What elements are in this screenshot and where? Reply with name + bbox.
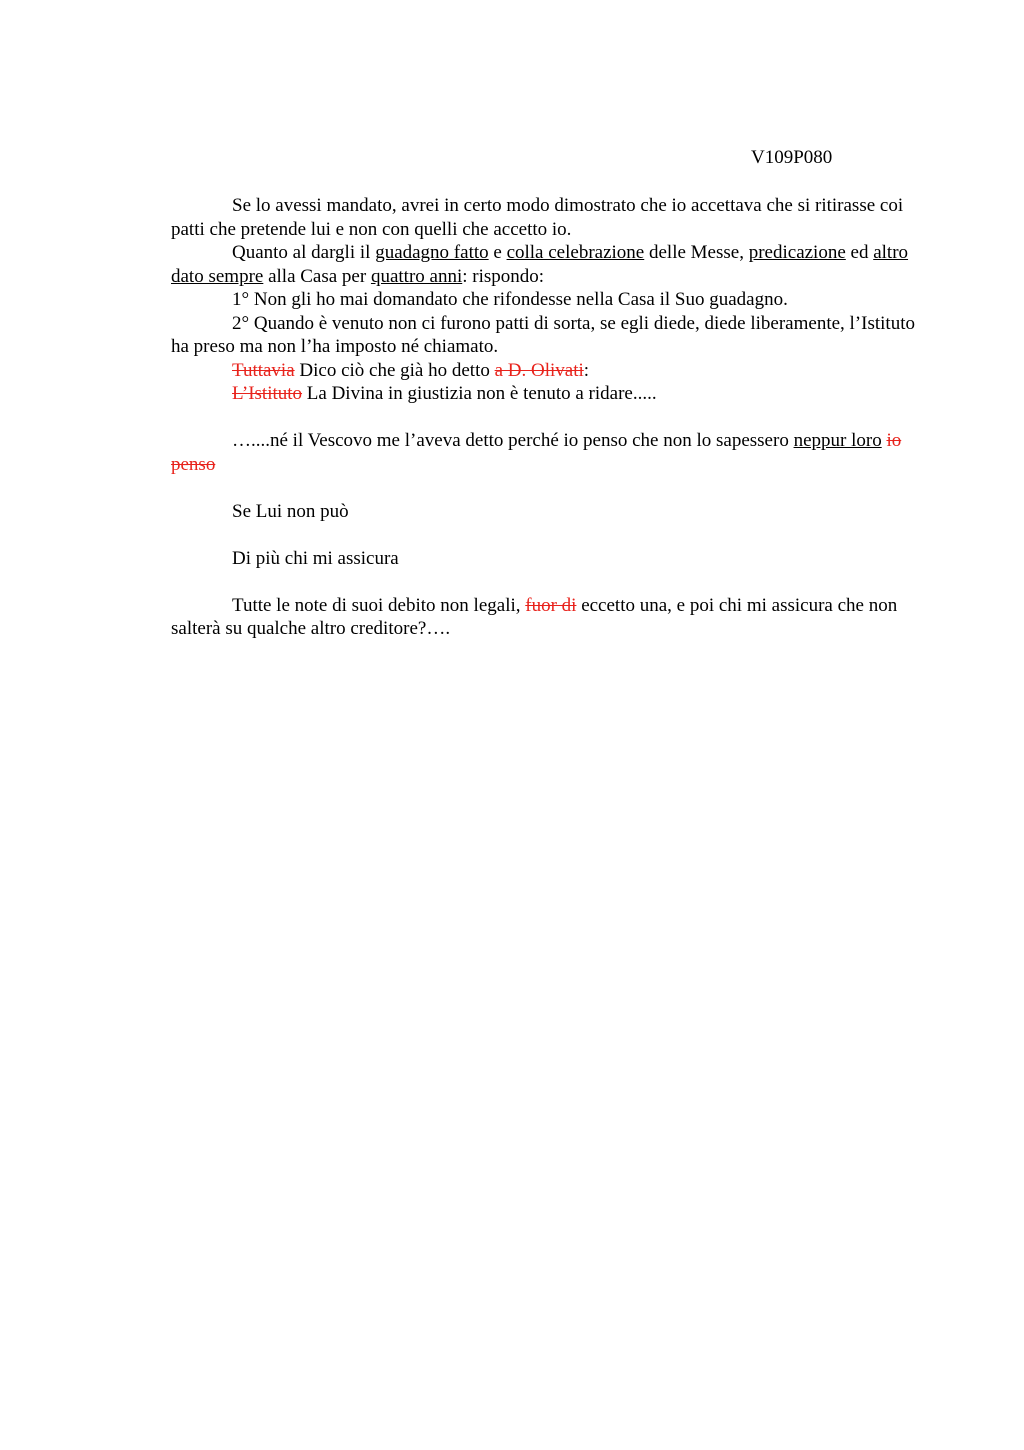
document-body [171,194,931,641]
paragraph-10 [171,594,931,641]
text-segment: La Divina in giustizia non è tenuto a ridare..... [302,383,657,404]
underlined-text: neppur loro [793,430,882,451]
underlined-text: altro dato sempre [171,242,909,287]
text-segment: Quanto al dargli il [232,242,376,263]
text-segment: ed [845,242,874,263]
underlined-text: colla celebrazione [506,242,645,263]
text-segment: : rispondo: [462,265,545,287]
document-code: V109P080 [751,147,833,168]
deleted-text: fuor di [525,594,577,616]
deleted-text: L’Istituto [232,383,303,404]
paragraph-1: Se lo avessi mandato, avrei in certo modo dimostrato che io accettava che si ritirasse coi patti che pretende lui e non con quelli che accetto io. [171,195,904,240]
blank-line [171,523,931,547]
blank-line [171,570,931,594]
underlined-text: predicazione [748,242,846,263]
text-segment: Dico ciò che già ho detto [294,359,495,381]
underlined-text: quattro anni [370,265,463,287]
paragraph-2 [171,241,931,288]
paragraph-8: Se Lui non può [232,500,349,522]
paragraph-5 [171,359,931,383]
text-segment: delle Messe, [644,242,749,263]
paragraph-3: 1° Non gli ho mai domandato che rifondesse nella Casa il Suo guadagno. [232,289,788,310]
blank-line [171,406,931,430]
text-segment: Tutte le note di suoi debito non legali, [232,594,526,616]
deleted-text: Tuttavia [232,359,295,381]
text-segment: eccetto una, e poi chi mi assicura che non salterà su qualche altro creditore?…. [171,594,898,639]
paragraph-6 [171,382,931,406]
paragraph-7 [171,429,931,476]
text-segment: e [488,242,507,263]
deleted-text: a D. Olivati [494,359,584,381]
paragraph-4: 2° Quando è venuto non ci furono patti di sorta, se egli diede, diede liberamente, l’Istituto ha preso ma non l’ha imposto né chiamato. [171,312,915,357]
underlined-text: guadagno fatto [375,242,489,263]
paragraph-9: Di più chi mi assicura [232,547,399,569]
text-segment: : [583,359,590,381]
text-segment: alla Casa per [263,265,371,287]
document-page [171,0,931,1450]
deleted-text: io penso [171,430,902,475]
text-segment: …....né il Vescovo me l’aveva detto perché io penso che non lo sapessero [232,430,794,451]
blank-line [171,476,931,500]
